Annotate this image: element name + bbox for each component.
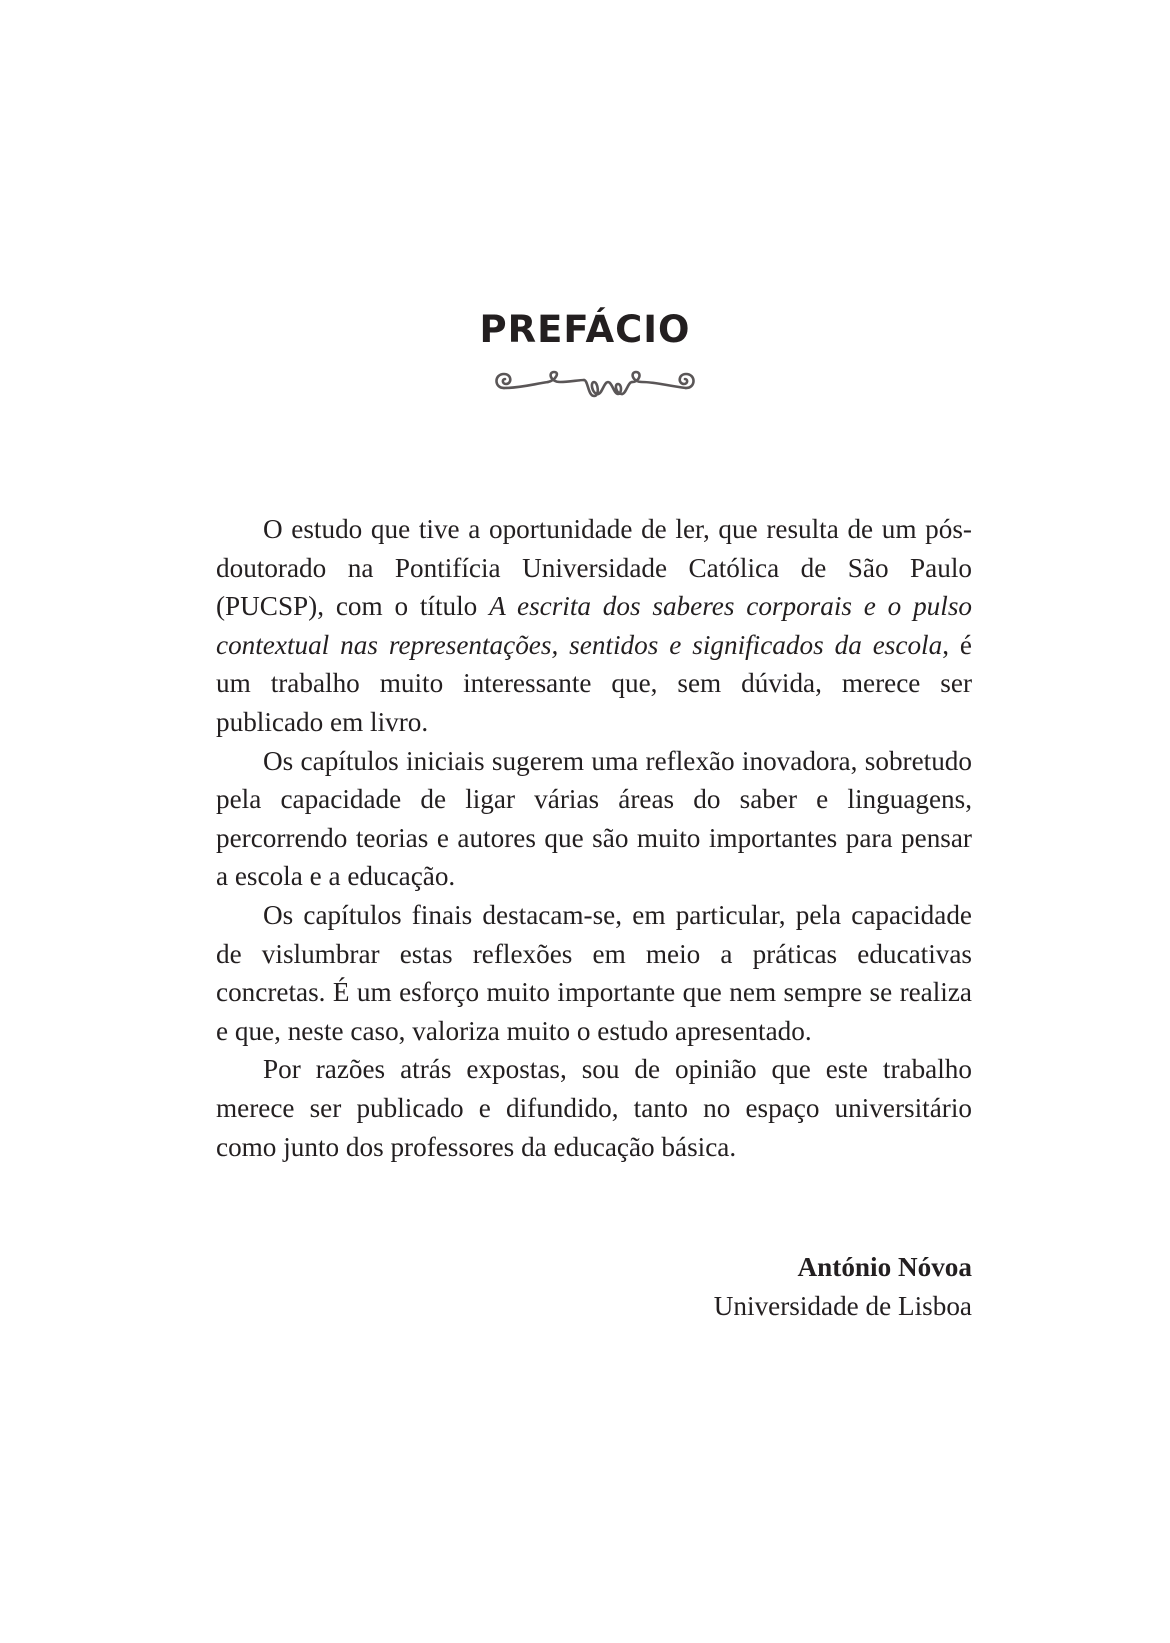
page-title: PREFÁCIO	[479, 308, 691, 351]
paragraph-2: Os capítulos iniciais sugerem uma reflexão inovadora, sobretudo pela capacidade de ligar várias áreas do saber e linguagens, percorrendo teorias e autores que são muito importantes para pensar a escola e a educação.	[216, 745, 972, 892]
author-affiliation: Universidade de Lisboa	[713, 1290, 972, 1321]
paragraph-1-end: , é um trabalho muito interessante que, sem dúvida, merece ser publicado em livro.	[216, 629, 972, 737]
preface-body	[216, 510, 972, 1166]
flourish-divider-icon	[490, 358, 702, 404]
author-name: António Nóvoa	[797, 1252, 972, 1282]
paragraph-4: Por razões atrás expostas, sou de opinião que este trabalho merece ser publicado e difundido, tanto no espaço universitário como junto dos professores da educação básica.	[216, 1054, 972, 1162]
study-title: A escrita dos saberes corporais e o pulso contextual nas representações, sentidos e significados da escola	[216, 591, 972, 660]
paragraph-1	[216, 510, 972, 742]
paragraph-3: Os capítulos finais destacam-se, em particular, pela capacidade de vislumbrar estas reflexões em meio a práticas educativas concretas. É um esforço muito importante que nem sempre se realiza e que, neste caso, valoriza muito o estudo apresentado.	[216, 899, 972, 1046]
signature-block	[600, 1248, 972, 1325]
paragraph-1-intro: O estudo que tive a oportunidade de ler, que resulta de um pós-doutorado na Pontifícia Universidade Católica de São Paulo (PUCSP), com o título	[216, 514, 972, 622]
